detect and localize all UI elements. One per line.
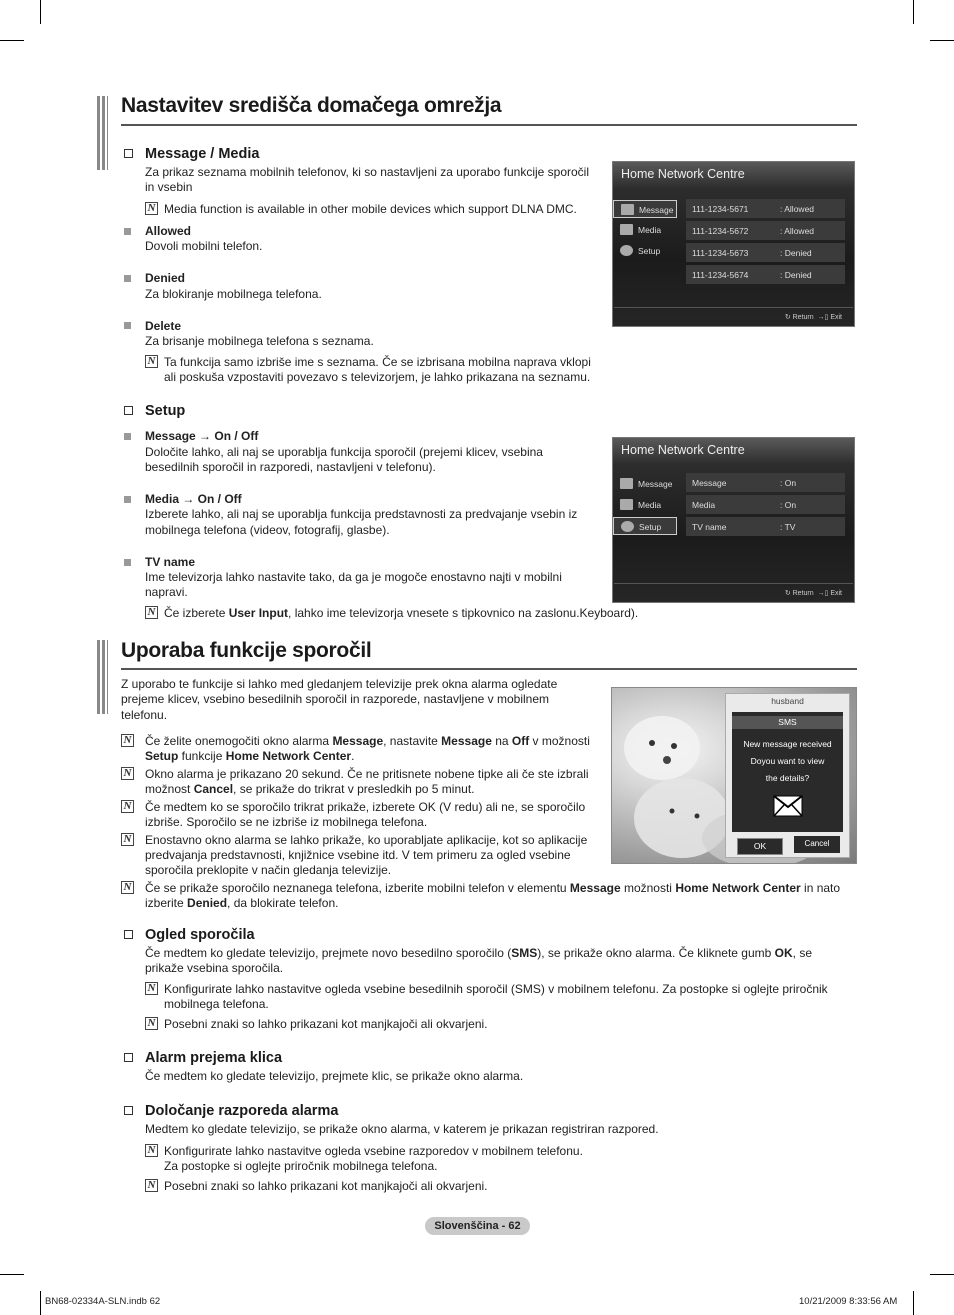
subheading-message-media: Message / Media <box>124 146 259 162</box>
note-text: Media function is available in other mobile devices which support DLNA DMC. <box>164 202 577 216</box>
note-text: ali poskuša vzpostaviti povezavo s televizorjem, je lahko prikazana na seznamu. <box>164 370 591 384</box>
item-desc: Za brisanje mobilnega telefona s seznama. <box>145 334 374 348</box>
item-desc: Za blokiranje mobilnega telefona. <box>145 287 322 301</box>
tv-screen-message <box>612 161 855 327</box>
tv-footer: ↻ Return →▯ Exit <box>784 314 842 321</box>
note-text: možnost Cancel, se prikaže do trikrat v presledkih po 5 minut. <box>145 782 475 796</box>
item-desc: Izberete lahko, ali naj se uporablja funkcija predstavnosti za predvajanje vsebin iz <box>145 507 578 521</box>
divider <box>614 307 853 308</box>
alarm-popup <box>725 693 850 858</box>
tv-row[interactable]: 111-1234-5673 : Denied <box>686 243 845 262</box>
crop-mark <box>930 40 954 41</box>
bullet-icon <box>124 559 131 566</box>
tv-menu-setup[interactable]: Setup <box>613 242 677 260</box>
item-label: Message → On / Off <box>145 429 259 443</box>
popup-line: the details? <box>765 773 810 783</box>
note-text: Posebni znaki so lahko prikazani kot manjkajoči ali okvarjeni. <box>164 1017 488 1031</box>
popup-type: SMS <box>732 716 843 729</box>
section-bars <box>97 96 111 170</box>
subheading-ogled: Ogled sporočila <box>124 927 255 943</box>
crop-mark <box>930 1274 954 1275</box>
note-text: Setup funkcije Home Network Center. <box>145 749 355 763</box>
item-desc: Dovoli mobilni telefon. <box>145 239 263 253</box>
popup-cancel-button[interactable]: Cancel <box>794 836 840 853</box>
crop-mark <box>40 1291 41 1315</box>
crop-mark <box>0 1274 24 1275</box>
media-icon <box>620 224 633 235</box>
item-desc: Določite lahko, ali naj se uporablja funkcija sporočil (prejemi klicev, vsebina <box>145 445 543 459</box>
note-text: Če izberete User Input, lahko ime televizorja vnesete s tipkovnico na zaslonu.Keyboard). <box>164 606 639 620</box>
note-text: Okno alarma je prikazano 20 sekund. Če ne pritisnete nobene tipke ali če ste izbrali <box>145 767 589 781</box>
section-title: Nastavitev središča domačega omrežja <box>121 94 502 117</box>
item-label: Denied <box>145 271 186 285</box>
crop-mark <box>0 40 24 41</box>
return-label[interactable]: Return <box>792 590 814 597</box>
tv-row[interactable]: TV name : TV <box>686 517 845 536</box>
note-icon: N <box>121 734 134 747</box>
note-text: Če želite onemogočiti okno alarma Message, nastavite Message na Off v možnosti <box>145 734 590 748</box>
item-label: Media → On / Off <box>145 492 242 506</box>
tv-row[interactable]: Media : On <box>686 495 845 514</box>
tv-row[interactable]: 111-1234-5672 : Allowed <box>686 221 845 240</box>
bullet-icon <box>124 496 131 503</box>
section-rule <box>121 124 857 126</box>
popup-ok-button[interactable]: OK <box>737 838 783 855</box>
popup-line: Doyou want to view <box>750 756 825 766</box>
gear-icon <box>620 245 633 256</box>
media-icon <box>620 499 633 510</box>
tv-photo-alarm <box>611 687 857 864</box>
popup-body <box>732 712 843 832</box>
tv-row[interactable]: 111-1234-5671 : Allowed <box>686 199 845 218</box>
note-text: Če se prikaže sporočilo neznanega telefona, izberite mobilni telefon v elementu Message možnosti Home Network Center in nato <box>145 881 841 895</box>
note-icon: N <box>121 800 134 813</box>
note-text: izberite Denied, da blokirate telefon. <box>145 896 339 910</box>
note-icon: N <box>121 881 134 894</box>
divider <box>614 583 853 584</box>
envelope-icon <box>621 204 634 215</box>
note-text: predvajanja predstavnosti, knjižnice vsebine itd. V tem primeru za ogled vsebine <box>145 848 571 862</box>
tv-row[interactable]: 111-1234-5674 : Denied <box>686 265 845 284</box>
note-icon: N <box>145 1144 158 1157</box>
exit-label[interactable]: Exit <box>830 590 842 597</box>
exit-label[interactable]: Exit <box>830 314 842 321</box>
note-text: Za postopke si oglejte priročnik mobilnega telefona. <box>164 1159 438 1173</box>
tv-menu-setup[interactable]: Setup <box>613 517 677 535</box>
paragraph: prikaže vsebina sporočila. <box>145 961 284 975</box>
paragraph: Za prikaz seznama mobilnih telefonov, ki so nastavljeni za uporabo funkcije sporočil <box>145 165 590 179</box>
envelope-icon <box>773 795 803 817</box>
item-desc: Ime televizorja lahko nastavite tako, da ga je mogoče enostavno najti v mobilni <box>145 570 562 584</box>
item-desc: napravi. <box>145 585 188 599</box>
tv-title: Home Network Centre <box>621 167 745 181</box>
note-icon: N <box>145 982 158 995</box>
tv-menu-message[interactable]: Message <box>613 200 677 218</box>
note-text: sporočila preklopite v način gledanja televizije. <box>145 863 392 877</box>
item-label: TV name <box>145 555 196 569</box>
return-label[interactable]: Return <box>792 314 814 321</box>
footer-file: BN68-02334A-SLN.indb 62 <box>45 1296 161 1307</box>
popup-caller: husband <box>771 696 804 706</box>
note-text: Konfigurirate lahko nastavitve ogleda vsebine razporedov v mobilnem telefonu. <box>164 1144 583 1158</box>
tv-screen-setup <box>612 437 855 603</box>
item-label: Allowed <box>145 224 192 238</box>
bullet-icon <box>124 322 131 329</box>
bullet-icon <box>124 228 131 235</box>
paragraph: in vsebin <box>145 180 193 194</box>
note-text: Konfigurirate lahko nastavitve ogleda vsebine besedilnih sporočil (SMS) v mobilnem telefonu. Za postopke si oglejte priročnik <box>164 982 828 996</box>
bullet-icon <box>124 275 131 282</box>
item-desc: mobilnega telefona (videov, fotografij, glasbe). <box>145 523 390 537</box>
item-label: Delete <box>145 319 182 333</box>
note-icon: N <box>121 833 134 846</box>
note-text: Ta funkcija samo izbriše ime s seznama. Če se izbrisana mobilna naprava vklopi <box>164 355 591 369</box>
note-text: mobilnega telefona. <box>164 997 269 1011</box>
note-icon: N <box>145 355 158 368</box>
tv-row[interactable]: Message : On <box>686 473 845 492</box>
paragraph: Če medtem ko gledate televizijo, prejmete novo besedilno sporočilo (SMS), se prikaže okno alarma. Če kliknete gumb OK, se <box>145 946 813 960</box>
crop-mark <box>913 0 914 24</box>
section-bars <box>97 640 111 714</box>
note-icon: N <box>145 1017 158 1030</box>
crop-mark <box>40 0 41 24</box>
paragraph: Medtem ko gledate televizijo, se prikaže okno alarma, v katerem je prikazan registriran razpored. <box>145 1122 659 1136</box>
note-text: Če medtem ko se sporočilo trikrat prikaže, izberete OK (V redu) ali ne, se sporočilo <box>145 800 586 814</box>
note-icon: N <box>145 1179 158 1192</box>
envelope-icon <box>620 478 633 489</box>
subheading-alarm: Alarm prejema klica <box>124 1050 282 1066</box>
tv-menu-media[interactable]: Media <box>613 221 677 239</box>
item-desc: besedilnih sporočil in razporedi, nastavljeni v telefonu). <box>145 460 436 474</box>
paragraph: prejeme klicev, vsebino besedilnih sporočil in razporede, nastavljene v mobilnem <box>121 692 549 706</box>
subheading-setup: Setup <box>124 403 185 419</box>
note-icon: N <box>145 202 158 215</box>
tv-title: Home Network Centre <box>621 443 745 457</box>
crop-mark <box>913 1291 914 1315</box>
tv-menu-media[interactable]: Media <box>613 496 677 514</box>
paragraph: Z uporabo te funkcije si lahko med gledanjem televizije prek okna alarma ogledate <box>121 677 558 691</box>
page-number: Slovenščina - 62 <box>425 1217 530 1235</box>
note-icon: N <box>121 767 134 780</box>
paragraph: telefonu. <box>121 708 168 722</box>
tv-menu-message[interactable]: Message <box>613 475 677 493</box>
note-text: izbriše. Sporočilo se ne izbriše iz mobilnega telefona. <box>145 815 428 829</box>
gear-icon <box>621 521 634 532</box>
footer-date: 10/21/2009 8:33:56 AM <box>799 1296 898 1307</box>
subheading-schedule: Določanje razporeda alarma <box>124 1103 338 1119</box>
bullet-icon <box>124 433 131 440</box>
section-rule <box>121 668 857 670</box>
note-text: Enostavno okno alarma se lahko prikaže, ko uporabljate aplikacije, kot so aplikacije <box>145 833 588 847</box>
note-text: Posebni znaki so lahko prikazani kot manjkajoči ali okvarjeni. <box>164 1179 488 1193</box>
paragraph: Če medtem ko gledate televizijo, prejmete klic, se prikaže okno alarma. <box>145 1069 524 1083</box>
note-icon: N <box>145 606 158 619</box>
section-title: Uporaba funkcije sporočil <box>121 639 372 662</box>
tv-footer: ↻ Return →▯ Exit <box>784 590 842 597</box>
popup-line: New message received <box>743 739 832 749</box>
